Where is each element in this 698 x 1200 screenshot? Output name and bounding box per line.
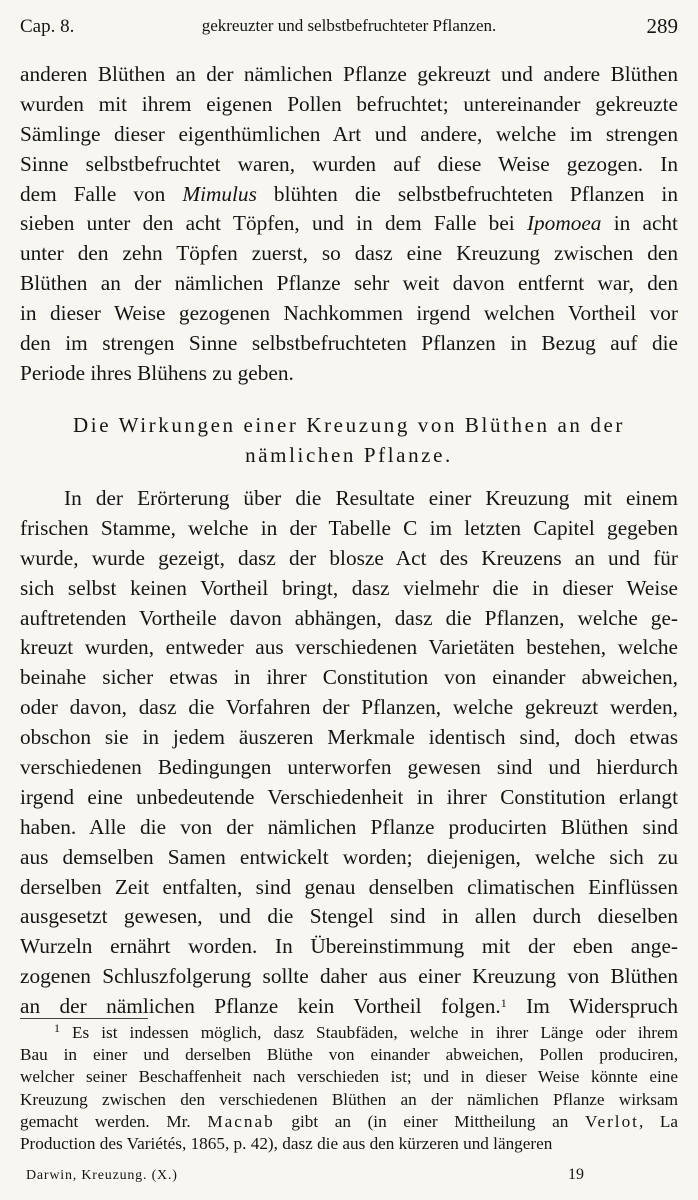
footnote-divider [20, 1018, 148, 1019]
spaced-name-verlot: Verlot [584, 1111, 639, 1131]
text-line: Sämlinge dieser eigenthümlichen Art und andere, welche im strengen [20, 121, 678, 146]
text-line: haben. Alle die von der nämlichen Pflanze producirten Blüthen sind [20, 814, 678, 839]
section-heading [20, 410, 678, 470]
text-line: in dieser Weise gezogenen Nachkommen irgend welchen Vortheil vor [20, 301, 678, 326]
spaced-name-macnab: Macnab [207, 1111, 275, 1131]
text-line: ausgesetzt gewesen, und die Stengel sind in allen durch dieselben [20, 904, 678, 929]
text-line: dem Falle von Mimulus blühten die selbstbefruchteten Pflanzen in [20, 181, 678, 206]
section-heading-line: nämlichen Pflanze. [245, 443, 453, 467]
text-line: Blüthen an der nämlichen Pflanze sehr weit davon entfernt war, den [20, 271, 678, 296]
sheet-number: 19 [568, 1166, 584, 1183]
page-number: 289 [646, 14, 678, 38]
text-line: aus demselben Samen entwickelt worden; diejenigen, welche sich zu [20, 844, 678, 869]
text-line: zogenen Schluszfolgerung sollte daher aus einer Kreuzung von Blüthen [20, 964, 678, 989]
text-line: auftretenden Vortheile davon abhängen, dasz die Pflanzen, welche ge- [20, 605, 678, 630]
text-line: oder davon, dasz die Vorfahren der Pflanzen, welche gekreuzt werden, [20, 695, 678, 720]
text-line: In der Erörterung über die Resultate einer Kreuzung mit einem [64, 486, 678, 510]
text-line: anderen Blüthen an der nämlichen Pflanze gekreuzt und andere Blüthen [20, 62, 678, 86]
footnote-line: $^1$ Es ist indessen möglich, dasz Staubfäden, welche in ihrer Länge oder ihrem [54, 1021, 678, 1042]
footnote-line: Bau in einer und derselben Blüthe von einander abweichen, Pollen produciren, [20, 1045, 678, 1065]
text-line: frischen Stamme, welche in der Tabelle C im letzten Capitel gegeben [20, 515, 678, 540]
footnote-line: gemacht werden. Mr. Macnab gibt an (in einer Mittheilung an Verlot, La [20, 1111, 679, 1131]
footnote-reference: 1 [500, 996, 507, 1011]
text-line: obschon sie in jedem äuszeren Merkmale identisch sind, doch etwas [20, 725, 678, 750]
text-line: an der nämlichen Pflanze kein Vortheil folgen.$^1$ Im Widerspruch [20, 994, 679, 1019]
italic-genus-mimulus: Mimulus [182, 181, 257, 206]
text-line: beinahe sicher etwas in ihrer Constitution von einander abweichen, [20, 665, 678, 690]
footnote-line: Production des Variétés, 1865, p. 42), dasz die aus den kürzeren und längeren [20, 1133, 553, 1153]
paragraph-2 [20, 484, 678, 1022]
text-line: Wurzeln ernährt worden. In Übereinstimmung mit der eben ange- [20, 934, 678, 959]
chapter-label: Cap. 8. [20, 16, 75, 37]
footnote-line: Kreuzung zwischen den verschiedenen Blüthen an der nämlichen Pflanze wirksam [20, 1089, 678, 1109]
paragraph-1 [20, 60, 678, 389]
text-line: unter den zehn Töpfen zuerst, so dasz eine Kreuzung zwischen den [20, 241, 678, 266]
text-line: kreuzt wurden, entweder aus verschiedenen Varietäten bestehen, welche [20, 635, 678, 660]
text-line: den im strengen Sinne selbstbefruchteten Pflanzen in Bezug auf die [20, 331, 678, 356]
text-line: Sinne selbstbefruchtet waren, wurden auf diese Weise gezogen. In [20, 151, 678, 176]
italic-genus-ipomoea: Ipomoea [526, 211, 602, 236]
running-header [20, 14, 678, 42]
text-line: sieben unter den acht Töpfen, und in dem Falle bei Ipomoea in acht [20, 211, 678, 236]
text-line: verschiedenen Bedingungen unterworfen gewesen sind und hierdurch [20, 755, 678, 780]
footnote [20, 1022, 678, 1155]
text-line: sich selbst keinen Vortheil bringt, dasz vielmehr die in dieser Weise [20, 575, 678, 600]
running-title: gekreuzter und selbstbefruchteter Pflanzen. [201, 16, 497, 35]
footnote-marker: 1 [54, 1021, 60, 1035]
footnote-line: welcher seiner Beschaffenheit nach verschieden ist; und in dieser Weise könnte eine [20, 1067, 678, 1087]
printer-signature: Darwin, Kreuzung. (X.) [26, 1168, 178, 1183]
text-line: wurden mit ihrem eigenen Pollen befruchtet; untereinander gekreuzte [20, 91, 678, 116]
section-heading-line: Die Wirkungen einer Kreuzung von Blüthen an der [73, 413, 625, 437]
text-line: wurde, wurde gezeigt, dasz der blosze Act des Kreuzens an und für [20, 545, 678, 570]
text-line: irgend eine unbedeutende Verschiedenheit in ihrer Constitution erlangt [20, 784, 678, 809]
text-line: derselben Zeit entfalten, sind genau denselben climatischen Einflüssen [20, 874, 678, 899]
text-line: Periode ihres Blühens zu geben. [20, 360, 294, 385]
